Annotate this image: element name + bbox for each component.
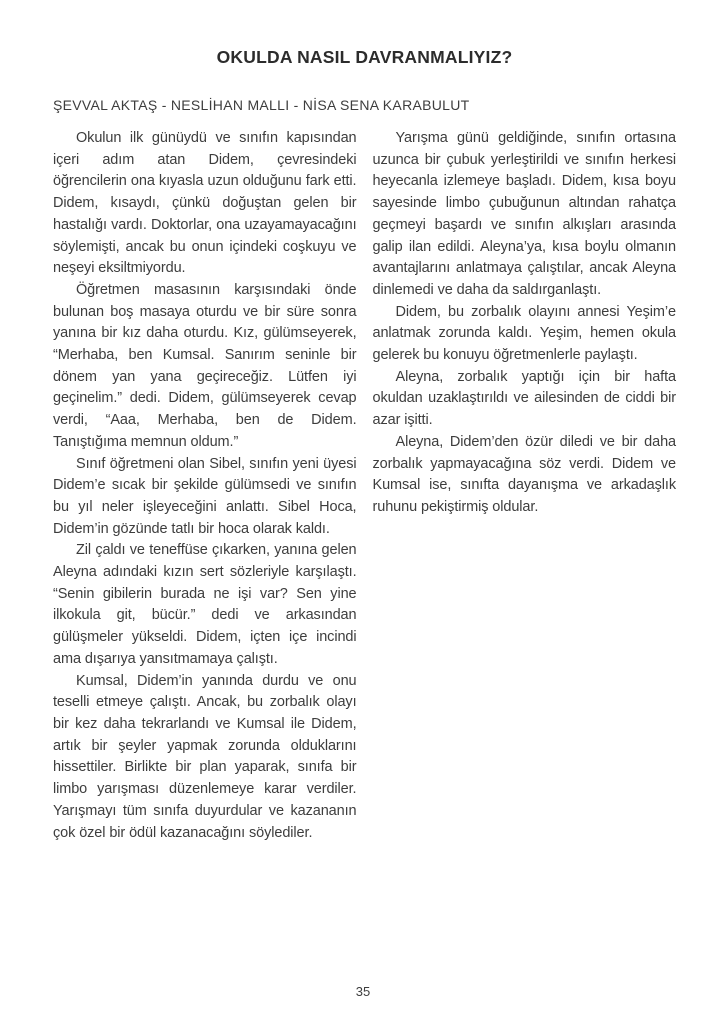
page-number: 35 (355, 984, 371, 999)
left-column (53, 128, 357, 844)
paragraph: Okulun ilk günüydü ve sınıfın kapısından içeri adım atan Didem, çevresindeki öğrencilerin ona kıyasla uzun olduğunu fark etti. Didem, kısaydı, çünkü doğuştan gelen bir hastalığı vardı. Doktorlar, ona uzayamayacağını söylemişti, ancak bu onun içindeki coşkuyu ve neşeyi eksiltmiyordu. (53, 130, 357, 277)
paragraph: Didem, bu zorbalık olayını annesi Yeşim’e anlatmak zorunda kaldı. Yeşim, hemen okula gelerek bu konuyu öğretmenlerle paylaştı. (372, 303, 676, 364)
paragraph: Aleyna, zorbalık yaptığı için bir hafta okuldan uzaklaştırıldı ve ailesinden de ciddi bir azar işitti. (372, 368, 676, 429)
page-title: OKULDA NASIL DAVRANMALIYIZ? (216, 47, 513, 67)
paragraph: Yarışma günü geldiğinde, sınıfın ortasına uzunca bir çubuk yerleştirildi ve sınıfın herkesi heyecanla izlemeye başladı. Didem, kısa boyu sayesinde limbo çubuğunun altından rahatça geçmeyi başardı ve sınıfın alkışları arasında galip ilan edildi. Aleyna’ya, kısa boylu olmanın avantajlarını anlatmaya çalıştılar, ancak Aleyna dinlemedi ve daha da saldırganlaştı. (372, 130, 676, 298)
paragraph: Kumsal, Didem’in yanında durdu ve onu teselli etmeye çalıştı. Ancak, bu zorbalık olayı bir kez daha tekrarlandı ve Kumsal ile Didem, artık bir şeyler yapmak zorunda olduklarını hissettiler. Birlikte bir plan yaparak, sınıfa bir limbo yarışması düzenlemeye karar verdiler. Yarışmayı tüm sınıfa duyurdular ve kazananın çok özel bir ödül kazanacağını söylediler. (53, 672, 357, 841)
paragraph: Aleyna, Didem’den özür diledi ve bir daha zorbalık yapmayacağına söz verdi. Didem ve Kumsal ise, sınıfta dayanışma ve arkadaşlık ruhunu pekiştirmiş oldular. (372, 433, 676, 515)
authors-line: ŞEVVAL AKTAŞ - NESLİHAN MALLI - NİSA SENA KARABULUT (53, 97, 470, 113)
paragraph: Sınıf öğretmeni olan Sibel, sınıfın yeni üyesi Didem’e sıcak bir şekilde gülümsedi ve sınıfın bu yıl neler işleyeceğini anlattı. Sibel Hoca, Didem’in gözünde tatlı bir hoca olarak kaldı. (53, 455, 357, 537)
right-column (373, 128, 677, 844)
text-columns (53, 128, 676, 844)
paragraph: Zil çaldı ve teneffüse çıkarken, yanına gelen Aleyna adındaki kızın sert sözleriyle karşılaştı. “Senin gibilerin burada ne işi var? Sen yine ilkokula git, bücür.” dedi ve arkasından gülüşmeler yükseldi. Didem, içten içe incindi ama dışarıya yansıtmamaya çalıştı. (53, 542, 357, 667)
paragraph: Öğretmen masasının karşısındaki önde bulunan boş masaya oturdu ve bir süre sonra yanına bir kız daha oturdu. Kız, gülümseyerek, “Merhaba, ben Kumsal. Sanırım seninle bir dönem yan yana geçireceğiz. Lütfen iyi geçinelim.” dedi. Didem, gülümseyerek cevap verdi, “Aaa, Merhaba, ben de Didem. Tanıştığıma memnun oldum.” (53, 281, 357, 450)
